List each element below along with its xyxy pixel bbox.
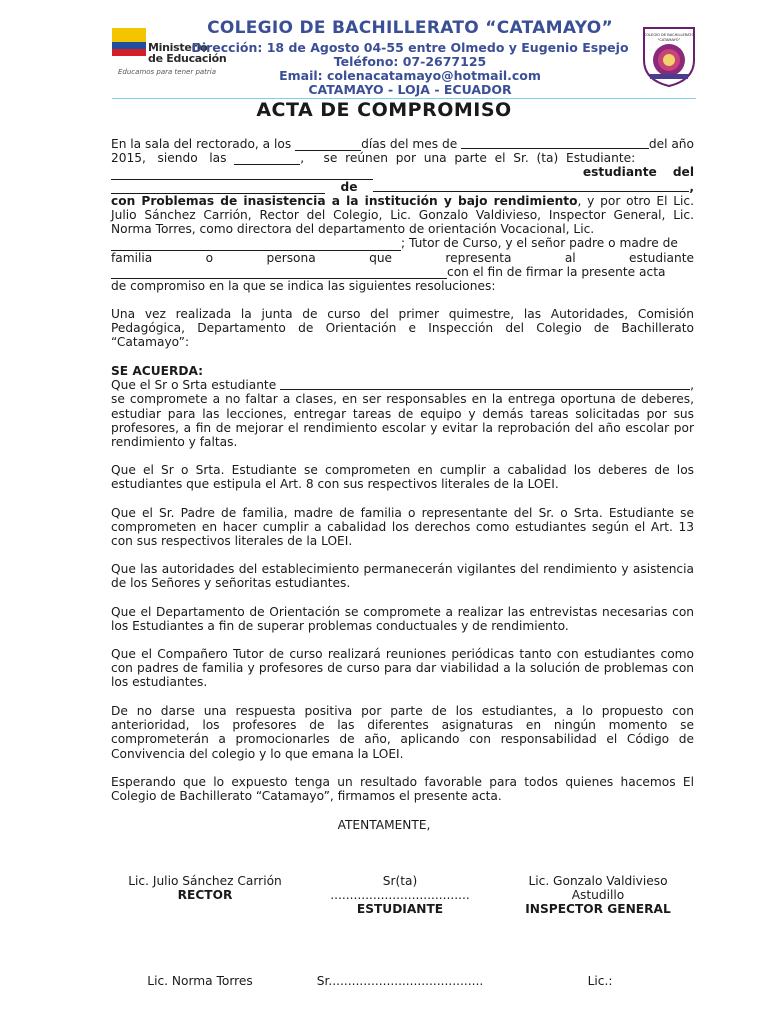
rector-role: RECTOR (177, 888, 233, 903)
school-email: Email: colenacatamayo@hotmail.com (279, 68, 541, 83)
signature-rector (110, 874, 300, 902)
paragraph-tutor: Que el Compañero Tutor de curso realizará reuniones periódicas tanto con estudiantes como con padres de familia y profesores de curso para dar viabilidad a la solución de problemas con los estudiantes. (111, 647, 694, 690)
paragraph-junta: Una vez realizada la junta de curso del primer quimestre, las Autoridades, Comisión Pedagógica, Departamento de Orientación e Inspección del Colegio de Bachillerato “Catamayo”: (111, 307, 694, 350)
acuerda-heading: SE ACUERDA: (111, 364, 203, 378)
student-name-blank[interactable] (111, 168, 373, 180)
document-title: ACTA DE COMPROMISO (256, 99, 512, 121)
p1-line2: 2015, siendo las , se reúnen por una parte el Sr. (ta) Estudiante: (111, 151, 636, 166)
student-role: ESTUDIANTE (356, 902, 444, 917)
parallel-blank[interactable] (373, 180, 689, 192)
p1-line-rep: con el fin de firmar la presente acta (111, 265, 694, 279)
paragraph-orientacion: Que el Departamento de Orientación se compromete a realizar las entrevistas necesarias con los Estudiantes a fin de superar problemas conductuales y de rendimiento. (111, 605, 694, 634)
school-phone: Teléfono: 07-2677125 (333, 54, 487, 69)
closing-text: ATENTAMENTE, (337, 818, 431, 832)
rector-name: Lic. Julio Sánchez Carrión (128, 874, 282, 888)
ministry-name: Ministerio de Educación (148, 41, 227, 65)
p1-line4: de , (111, 180, 694, 194)
student-label: Sr(ta) (382, 874, 418, 888)
school-address: Dirección: 18 de Agosto 04-55 entre Olmedo y Eugenio Espejo (191, 40, 629, 55)
opening-paragraph (111, 137, 694, 293)
paragraph-esperando: Esperando que lo expuesto tenga un resultado favorable para todos quienes hacemos El Colegio de Bachillerato “Catamayo”, firmamos el presente acta. (111, 775, 694, 804)
acuerda-line1: Que el Sr o Srta estudiante , (111, 378, 694, 393)
acuerda-body: se compromete a no faltar a clases, en ser responsables en la entrega oportuna de deberes, estudiar para las lecciones, entregar tareas de equipo y demás tareas solicitadas por sus profesores, a fin de mejorar el rendimiento escolar y evitar la reprobación del año escolar por rendimiento y faltas. (111, 392, 694, 450)
course-blank[interactable] (111, 182, 325, 194)
student-signature-line[interactable]: .................................... (330, 888, 470, 903)
day-blank[interactable] (295, 139, 361, 151)
representative-blank[interactable] (111, 267, 447, 279)
ministry-tagline: Educamos para tener patria (118, 68, 217, 76)
acuerda-section (111, 364, 694, 449)
signature-sr[interactable]: Sr........................................ (316, 974, 484, 988)
acuerda-student-blank[interactable] (280, 378, 690, 390)
inspector-role: INSPECTOR GENERAL (525, 902, 671, 917)
school-location: CATAMAYO - LOJA - ECUADOR (308, 82, 512, 97)
paragraph-deberes: Que el Sr o Srta. Estudiante se comprometen en cumplir a cabalidad los deberes de los estudiantes que estipula el Art. 8 con sus respectivos literales de la LOEI. (111, 463, 694, 492)
paragraph-derechos: Que el Sr. Padre de familia, madre de familia o representante del Sr. o Srta. Estudiante se comprometen en hacer cumplir a cabalidad los derechos como estudiantes según el Art. 13 con sus respectivos literales de la LOEI. (111, 506, 694, 549)
signature-lic[interactable]: Lic.: (587, 974, 613, 988)
svg-text:“CATAMAYO”: “CATAMAYO” (657, 38, 681, 42)
p1-line-tutor: ; Tutor de Curso, y el señor padre o madre de (111, 236, 694, 250)
tutor-name-blank[interactable] (111, 239, 401, 251)
p1-line1: En la sala del rectorado, a los días del mes de del año (111, 137, 694, 151)
signature-student (305, 874, 495, 917)
paragraph-respuesta: De no darse una respuesta positiva por parte de los estudiantes, a lo propuesto con anterioridad, los profesores de las diferentes asignaturas en ningún momento se comprometerán a promocionarles de año, aplicando con responsabilidad el Código de Convivencia del colegio y lo que emana la LOEI. (111, 704, 694, 761)
p1-line-family: familia o persona que representa al estudiante (111, 250, 694, 265)
month-blank[interactable] (461, 137, 649, 149)
p1-line-end: de compromiso en la que se indica las siguientes resoluciones: (111, 279, 496, 294)
signature-inspector (508, 874, 688, 917)
time-blank[interactable] (234, 153, 300, 165)
svg-text:COLEGIO DE BACHILLERATO: COLEGIO DE BACHILLERATO (643, 33, 695, 37)
p1-body: con Problemas de inasistencia a la institución y bajo rendimiento, y por otro El Lic. Julio Sánchez Carrión, Rector del Colegio, Lic. Gonzalo Valdivieso, Inspector General, Lic. Norma Torres, como directora del departamento de orientación Vocacional, Lic. (111, 193, 694, 237)
inspector-name: Lic. Gonzalo Valdivieso Astudillo (528, 874, 668, 903)
signature-director: Lic. Norma Torres (147, 974, 253, 988)
school-name: COLEGIO DE BACHILLERATO “CATAMAYO” (207, 18, 613, 38)
p1-line3: estudiante del (111, 165, 694, 179)
paragraph-autoridades: Que las autoridades del establecimiento permanecerán vigilantes del rendimiento y asistencia de los Señores y señoritas estudiantes. (111, 562, 694, 591)
